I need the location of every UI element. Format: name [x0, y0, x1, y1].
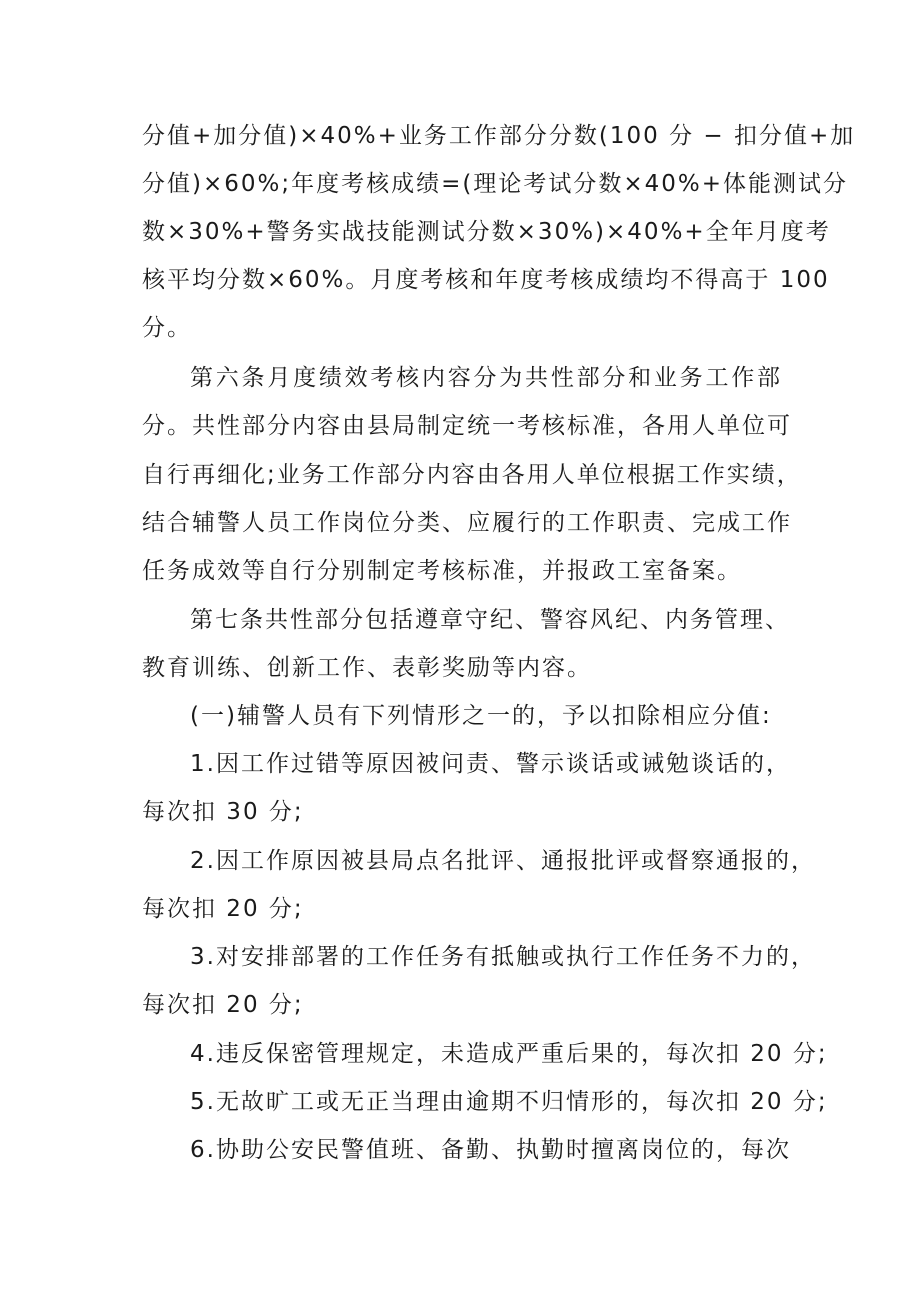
list-item: 5.无故旷工或无正当理由逾期不归情形的，每次扣 20 分;: [190, 1089, 828, 1115]
list-item-first-line: 6.协助公安民警值班、备勤、执勤时擅离岗位的，每次: [190, 1137, 791, 1163]
list-item: 4.违反保密管理规定，未造成严重后果的，每次扣 20 分;: [190, 1041, 828, 1067]
text-line: 教育训练、创新工作、表彰奖励等内容。: [142, 655, 592, 681]
list-item-continuation: 每次扣 20 分;: [142, 896, 304, 922]
text-line: 分值)×60%;年度考核成绩=(理论考试分数×40%+体能测试分: [142, 171, 849, 197]
text-line: 分值+加分值)×40%+业务工作部分分数(100 分 − 扣分值+加: [142, 123, 856, 149]
list-item-first-line: 3.对安排部署的工作任务有抵触或执行工作任务不力的，: [190, 944, 816, 970]
text-line: 自行再细化;业务工作部分内容由各用人单位根据工作实绩，: [142, 462, 802, 488]
text-line: 分。共性部分内容由县局制定统一考核标准，各用人单位可: [142, 413, 792, 439]
paragraph-first-line: 第六条月度绩效考核内容分为共性部分和业务工作部: [190, 365, 782, 391]
list-item-continuation: 每次扣 20 分;: [142, 992, 304, 1018]
list-item-first-line: 1.因工作过错等原因被问责、警示谈话或诫勉谈话的，: [190, 751, 791, 777]
paragraph-first-line: 第七条共性部分包括遵章守纪、警容风纪、内务管理、: [190, 607, 790, 633]
text-line: 数×30%+警务实战技能测试分数×30%)×40%+全年月度考: [142, 219, 831, 245]
text-line: 分。: [142, 315, 192, 341]
text-line: 结合辅警人员工作岗位分类、应履行的工作职责、完成工作: [142, 510, 792, 536]
text-line: 核平均分数×60%。月度考核和年度考核成绩均不得高于 100: [142, 267, 830, 293]
section-heading: (一)辅警人员有下列情形之一的，予以扣除相应分值:: [190, 703, 772, 729]
list-item-first-line: 2.因工作原因被县局点名批评、通报批评或督察通报的，: [190, 848, 816, 874]
list-item-continuation: 每次扣 30 分;: [142, 799, 304, 825]
text-line: 任务成效等自行分别制定考核标准，并报政工室备案。: [142, 558, 742, 584]
